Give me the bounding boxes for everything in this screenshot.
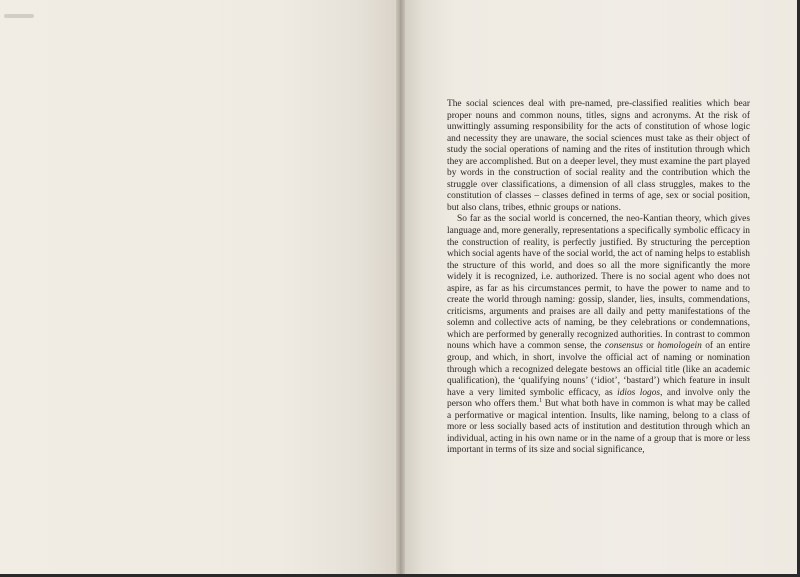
paragraph-1-text: The social sciences deal with pre-named, pre-classified realities which bear proper nouns and common nouns, titles, signs and acronyms. At the risk of unwittingly assuming responsibility for the acts of constitution of whose logic and necessity they are unaware, the social sciences must take as their object of study the social operations of naming and the rites of institution through which they are accomplished. But on a deeper level, they must examine the part played by words in the construction of social reality and the contribution which the struggle over classifications, a dimension of all class struggles, makes to the constitution of classes – classes defined in terms of age, sex or social position, but also clans, tribes, ethnic groups or nations.: [447, 99, 750, 213]
italic-idios-logos: idios logos: [617, 387, 661, 398]
italic-consensus: consensus: [604, 341, 643, 352]
paragraph-2-part-1: So far as the social world is concerned, the neo-Kantian theory, which gives language and, more generally, representations a specifically symbolic efficacy in the construction of reality, is perfectly justified. By structuring the perception which social agents have of the social world, the act of naming helps to establish the structure of this world, and does so all the more significantly the more widely it is recognized, i.e. authorized. There is no social agent who does not aspire, as far as his circumstances permit, to have the power to name and to create the world through naming: gossip, slander, lies, insults, commendations, criticisms, arguments and praises are all daily and petty manifestations of the solemn and collective acts of naming, be they celebrations or condemnations, which are performed by generally recognized authorities. In contrast to common nouns which have a common sense, the: [447, 214, 750, 352]
paragraph-2: [447, 214, 750, 456]
paragraph-2-part-2: or: [642, 341, 658, 352]
book-gutter: [396, 0, 405, 577]
paragraph-2-part-5: But what both have in common is what may be called a performative or magical intention. Insults, like naming, belong to a class of more or less socially based acts of institution and destitution through which an individual, acting in his own name or in the name of a group that is more or less important in terms of its size and social significance,: [447, 399, 750, 456]
paragraph-2-part-4: , and involve only the person who offers them.: [447, 387, 750, 410]
body-text: [447, 99, 750, 457]
paragraph-2-part-3: of an entire group, and which, in short, involve the official act of naming or nomination through which a recognized delegate bestows an official title (like an academic qualification), the ‘qualifying nouns’ (‘idiot’, ‘bastard’) which feature in insult have a very limited symbolic efficacy, as: [447, 341, 750, 398]
page-smudge: [4, 14, 34, 18]
italic-homologein: homologein: [657, 341, 702, 352]
footnote-reference: 1: [539, 398, 543, 405]
paragraph-1: [447, 99, 750, 214]
